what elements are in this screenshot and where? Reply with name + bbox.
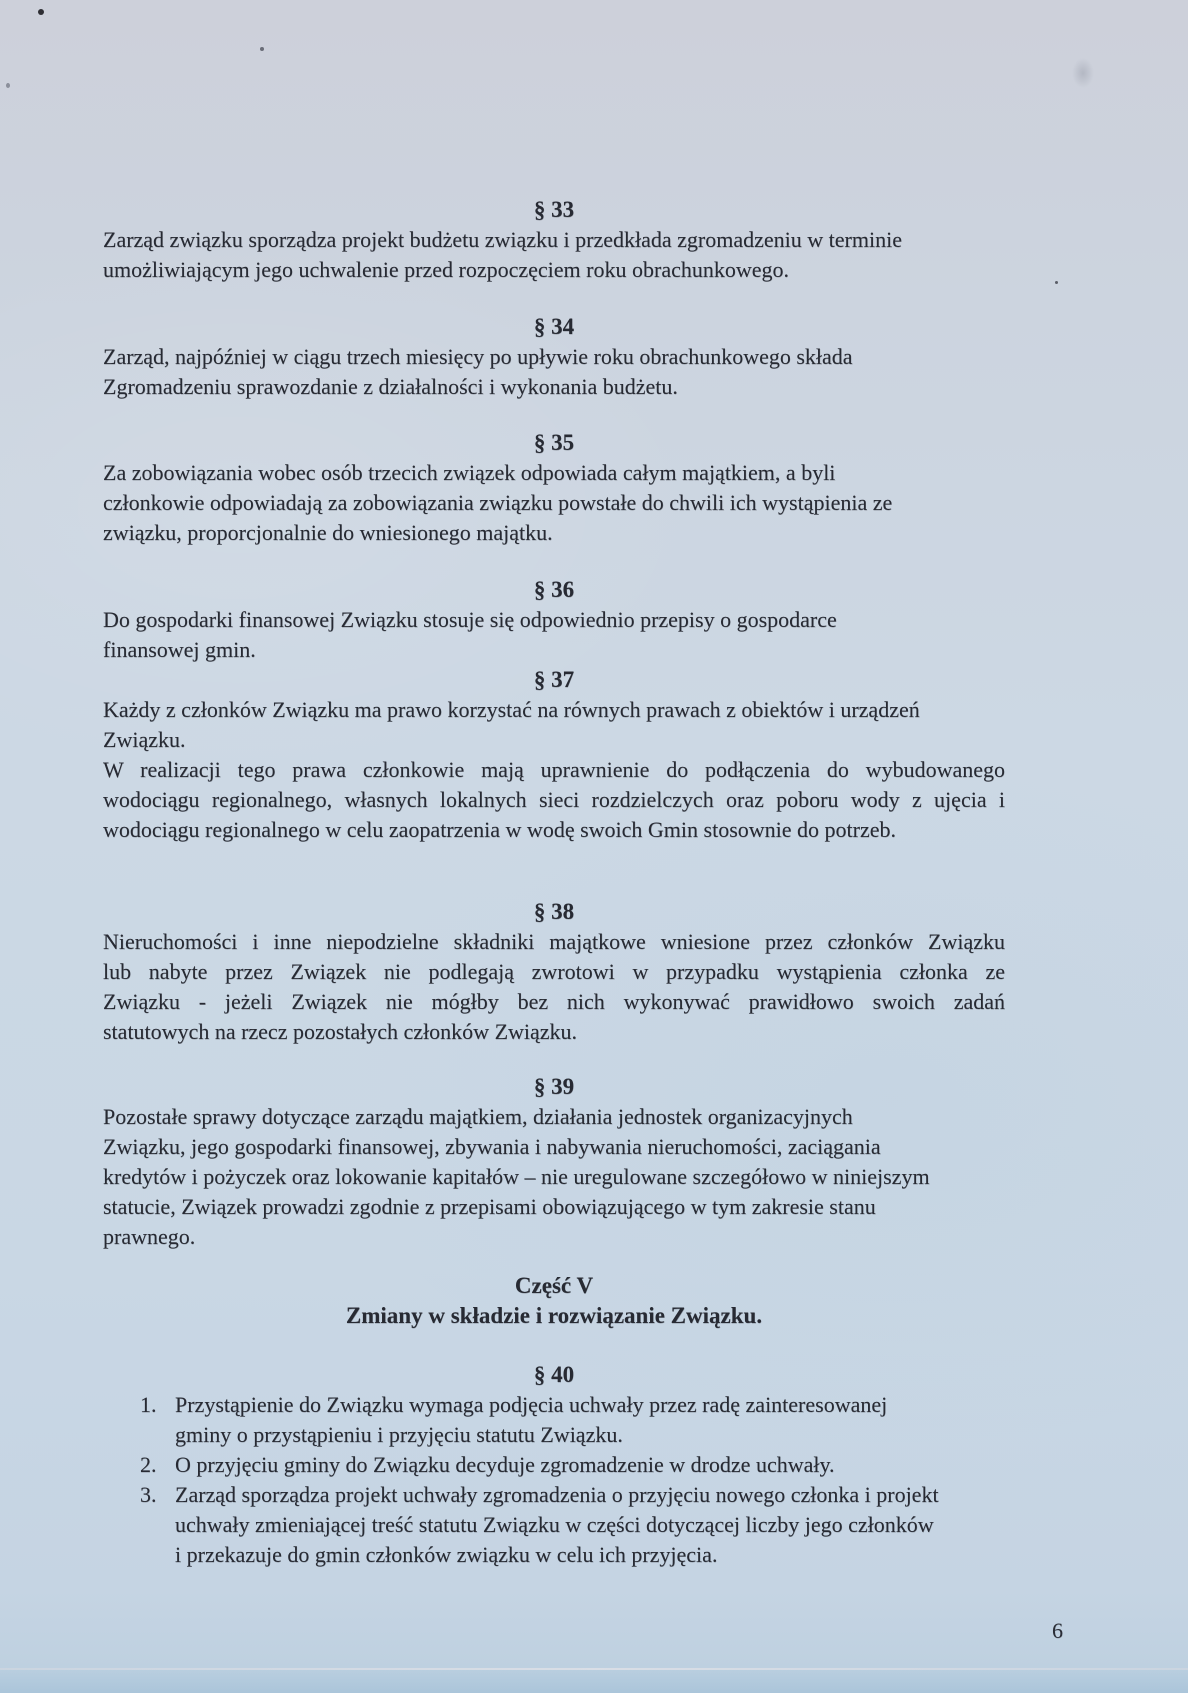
text-line: Zgromadzeniu sprawozdanie z działalności i wykonania budżetu.	[103, 374, 678, 399]
text-line: lub nabyte przez Związek nie podlegają zwrotowi w przypadku wystąpienia członka ze	[103, 959, 1005, 984]
text-line: Nieruchomości i inne niepodzielne składniki majątkowe wniesione przez członków Związku	[103, 929, 1005, 954]
list-item-line: Zarząd sporządza projekt uchwały zgromadzenia o przyjęciu nowego członka i projekt	[175, 1482, 939, 1507]
list-item-number: 2.	[140, 1452, 157, 1477]
section-36-heading: § 36	[533, 577, 575, 602]
list-item	[103, 1390, 1005, 1450]
section-33	[103, 195, 1005, 285]
text-line: Związku.	[103, 727, 186, 752]
list-item-number: 3.	[140, 1482, 157, 1507]
text-line: wodociągu regionalnego, własnych lokalnych sieci rozdzielczych oraz poboru wody z ujęcia i	[103, 787, 1005, 812]
page-number: 6	[1052, 1618, 1063, 1643]
document-body	[103, 195, 1005, 1570]
list-item-line: O przyjęciu gminy do Związku decyduje zgromadzenie w drodze uchwały.	[175, 1452, 835, 1477]
section-33-heading: § 33	[533, 197, 575, 222]
text-line: Związku - jeżeli Związek nie mógłby bez nich wykonywać prawidłowo swoich zadań	[103, 989, 1005, 1014]
part-heading	[103, 1271, 1005, 1331]
text-line: Każdy z członków Związku ma prawo korzystać na równych prawach z obiektów i urządzeń	[103, 697, 920, 722]
text-line: prawnego.	[103, 1224, 196, 1249]
section-39	[103, 1072, 1005, 1252]
scan-speck	[260, 47, 264, 51]
section-34	[103, 312, 1005, 402]
section-35-heading: § 35	[533, 430, 575, 455]
scan-speck	[1055, 281, 1058, 284]
part-title: Część V	[514, 1273, 594, 1298]
list-item-number: 1.	[140, 1392, 157, 1417]
section-35	[103, 428, 1005, 548]
text-line: członkowie odpowiadają za zobowiązania związku powstałe do chwili ich wystąpienia ze	[103, 490, 893, 515]
text-line: wodociągu regionalnego w celu zaopatrzenia w wodę swoich Gmin stosownie do potrzeb.	[103, 817, 896, 842]
text-line: Za zobowiązania wobec osób trzecich związek odpowiada całym majątkiem, a byli	[103, 460, 836, 485]
section-37	[103, 665, 1005, 845]
scan-speck	[38, 9, 44, 15]
section-36	[103, 575, 1005, 665]
part-subtitle: Zmiany w składzie i rozwiązanie Związku.	[345, 1303, 763, 1328]
list-item	[103, 1450, 1005, 1480]
text-line: umożliwiającym jego uchwalenie przed rozpoczęciem roku obrachunkowego.	[103, 257, 789, 282]
section-38-heading: § 38	[533, 899, 575, 924]
section-40-heading: § 40	[533, 1362, 575, 1387]
text-line: Zarząd związku sporządza projekt budżetu związku i przedkłada zgromadzeniu w terminie	[103, 227, 902, 252]
section-34-heading: § 34	[533, 314, 575, 339]
text-line: finansowej gmin.	[103, 637, 256, 662]
section-38	[103, 897, 1005, 1047]
list-item-line: uchwały zmieniającej treść statutu Związku w części dotyczącej liczby jego członków	[175, 1512, 934, 1537]
numbered-list	[103, 1390, 1005, 1570]
list-item-line: gminy o przystąpieniu i przyjęciu statutu Związku.	[175, 1422, 623, 1447]
list-item-line: Przystąpienie do Związku wymaga podjęcia uchwały przez radę zainteresowanej	[175, 1392, 888, 1417]
scan-smudge	[1072, 58, 1094, 88]
text-line: kredytów i pożyczek oraz lokowanie kapitałów – nie uregulowane szczegółowo w niniejszym	[103, 1164, 930, 1189]
text-line: statutowych na rzecz pozostałych członków Związku.	[103, 1019, 578, 1044]
text-line: Związku, jego gospodarki finansowej, zbywania i nabywania nieruchomości, zaciągania	[103, 1134, 881, 1159]
section-37-heading: § 37	[533, 667, 575, 692]
text-line: Zarząd, najpóźniej w ciągu trzech miesięcy po upływie roku obrachunkowego składa	[103, 344, 853, 369]
text-line: W realizacji tego prawa członkowie mają uprawnienie do podłączenia do wybudowanego	[103, 757, 1005, 782]
list-item-line: i przekazuje do gmin członków związku w celu ich przyjęcia.	[175, 1542, 718, 1567]
text-line: związku, proporcjonalnie do wniesionego majątku.	[103, 520, 553, 545]
text-line: Do gospodarki finansowej Związku stosuje się odpowiednio przepisy o gospodarce	[103, 607, 837, 632]
text-line: Pozostałe sprawy dotyczące zarządu majątkiem, działania jednostek organizacyjnych	[103, 1104, 853, 1129]
section-40	[103, 1360, 1005, 1570]
section-39-heading: § 39	[533, 1074, 575, 1099]
list-item	[103, 1480, 1005, 1570]
text-line: statucie, Związek prowadzi zgodnie z przepisami obowiązującego w tym zakresie stanu	[103, 1194, 876, 1219]
scan-speck	[6, 83, 10, 88]
scan-edge-strip	[0, 1670, 1188, 1693]
